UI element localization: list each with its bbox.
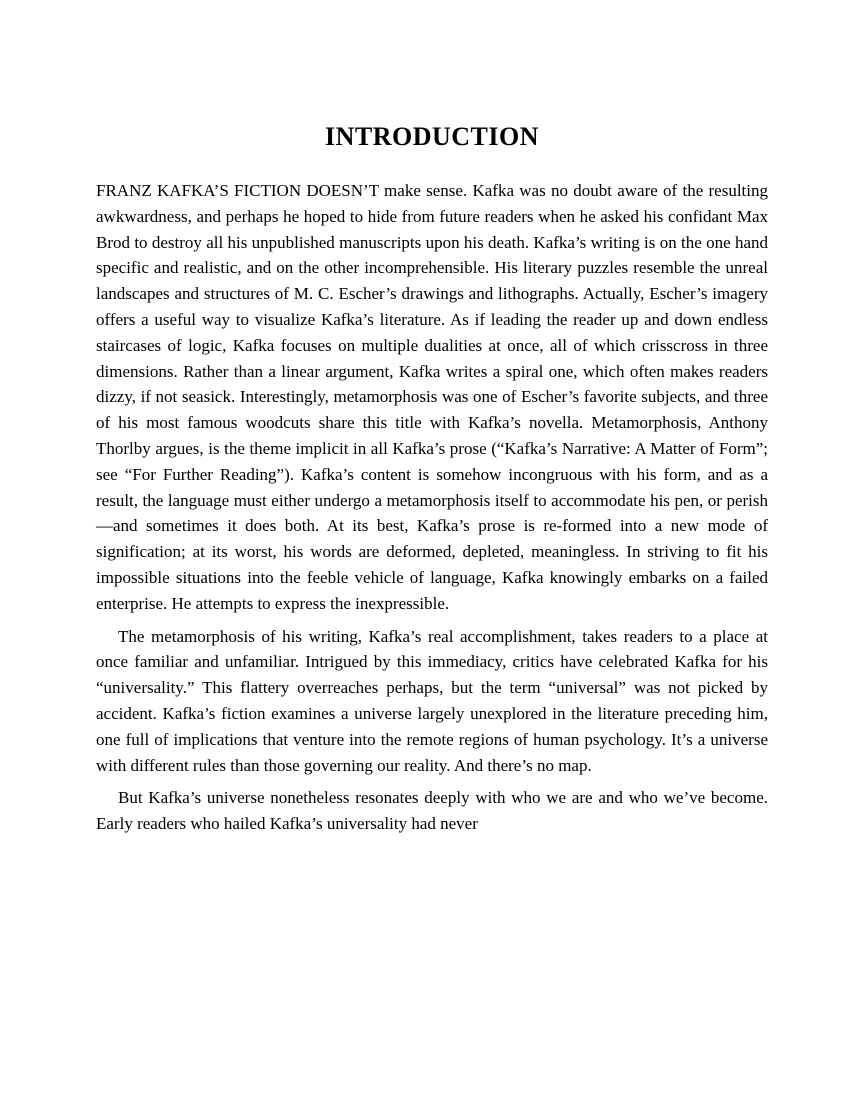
paragraph-universe: But Kafka’s universe nonetheless resonates deeply with who we are and who we’ve become. Early readers who hailed Kafka’s universality had never (96, 788, 768, 834)
chapter-title: INTRODUCTION (324, 122, 540, 151)
paragraph-metamorphosis: The metamorphosis of his writing, Kafka’s real accomplishment, takes readers to a place at once familiar and unfamiliar. Intrigued by this immediacy, critics have celebrated Kafka for his “universality.” This flattery overreaches perhaps, but the term “universal” was not picked by accident. Kafka’s fiction examines a universe largely unexplored in the literature preceding him, one full of implications that venture into the remote regions of human psychology. It’s a universe with different rules than those governing our reality. And there’s no map. (96, 626, 768, 775)
page-content (96, 122, 768, 837)
paragraph-intro-lead: FRANZ KAFKA’S FICTION DOESN’T make sense. Kafka was no doubt aware of the resulting awkwardness, and perhaps he hoped to hide from future readers when he asked his confidant Max Brod to destroy all his unpublished manuscripts upon his death. Kafka’s writing is on the one hand specific and realistic, and on the other incomprehensible. His literary puzzles resemble the unreal landscapes and structures of M. C. Escher’s drawings and lithographs. Actually, Escher’s imagery offers a useful way to visualize Kafka’s literature. As if leading the reader up and down endless staircases of logic, Kafka focuses on multiple dualities at once, all of which crisscross in three dimensions. Rather than a linear argument, Kafka writes a spiral one, which often makes readers dizzy, if not seasick. Interestingly, metamorphosis was one of Escher’s favorite subjects, and three of his most famous woodcuts share this title with Kafka’s novella. Metamorphosis, Anthony Thorlby argues, is the theme implicit in all Kafka’s prose (“Kafka’s Narrative: A Matter of Form”; see “For Further Reading”). Kafka’s content is somehow incongruous with his form, and as a result, the language must either undergo a metamorphosis itself to accommodate his pen, or perish—and sometimes it does both. At its best, Kafka’s prose is re-formed into a new mode of signification; at its worst, his words are deformed, depleted, meaningless. In striving to fit his impossible situations into the feeble vehicle of language, Kafka knowingly embarks on a failed enterprise. He attempts to express the inexpressible. (96, 181, 768, 613)
